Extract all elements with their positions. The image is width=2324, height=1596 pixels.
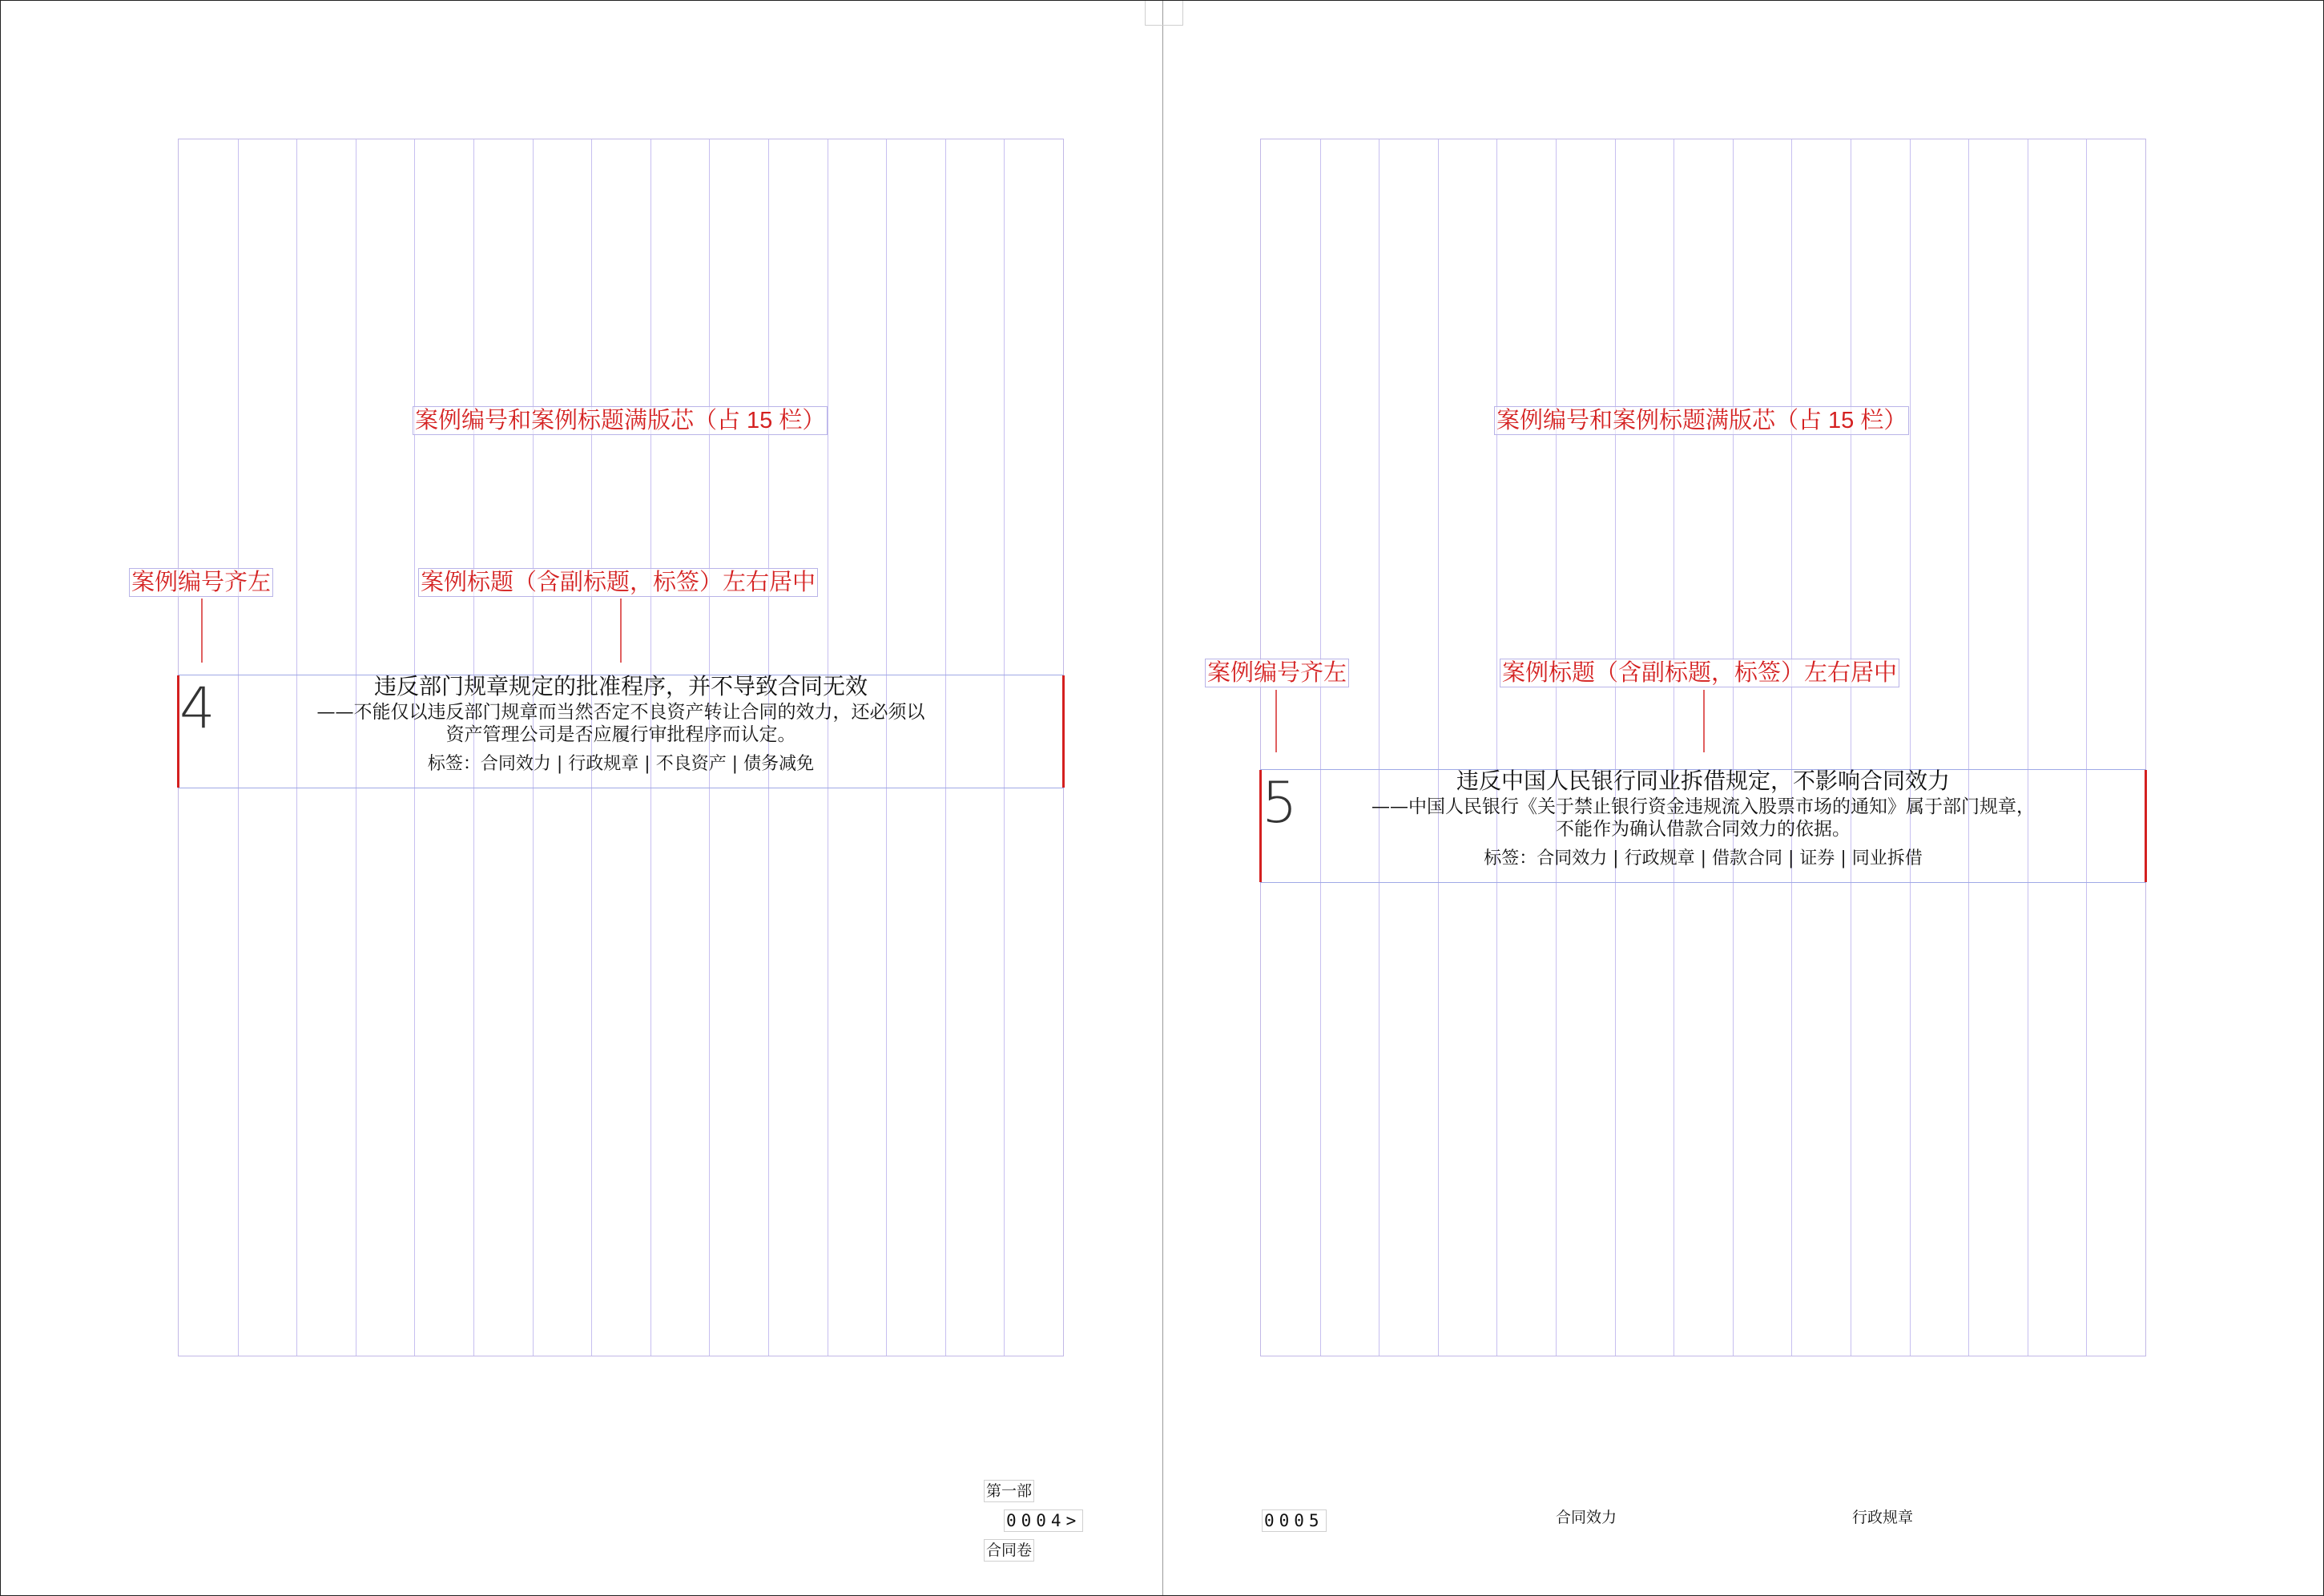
full-width-annotation: 案例编号和案例标题满版芯（占 15 栏） [1494, 406, 1909, 435]
title-align-annotation: 案例标题（含副标题，标签）左右居中 [1500, 659, 1899, 687]
case-title: 违反中国人民银行同业拆借规定，不影响合同效力 [1456, 768, 1950, 794]
case-subtitle-cont: 资产管理公司是否应履行审批程序而认定。 [445, 724, 796, 745]
grid-column-line [1910, 139, 1911, 1356]
case-tags: 标签：合同效力 | 行政规章 | 借款合同 | 证券 | 同业拆借 [1484, 848, 1923, 869]
part-label: 第一部 [984, 1480, 1034, 1502]
title-align-annotation: 案例标题（含副标题，标签）左右居中 [418, 568, 818, 597]
number-align-annotation: 案例编号齐左 [129, 568, 273, 597]
page-number: 0005 [1262, 1509, 1327, 1532]
grid-column-line [1791, 139, 1792, 1356]
full-width-annotation: 案例编号和案例标题满版芯（占 15 栏） [413, 406, 828, 435]
running-head-2: 行政规章 [1852, 1509, 1914, 1526]
case-subtitle: ——不能仅以违反部门规章而当然否定不良资产转让合同的效力，还必须以 [316, 702, 925, 723]
number-align-annotation: 案例编号齐左 [1205, 659, 1349, 687]
case-tags: 标签：合同效力 | 行政规章 | 不良资产 | 债务减免 [427, 754, 815, 774]
right-page [1163, 1, 2324, 1595]
leader-line [1275, 690, 1277, 752]
case-title-block [178, 675, 1064, 788]
case-number: 4 [179, 675, 215, 741]
grid-column-line [1968, 139, 1969, 1356]
grid-column-line [1615, 139, 1616, 1356]
leader-line [1703, 690, 1705, 752]
grid-column-line [1320, 139, 1321, 1356]
case-title: 违反部门规章规定的批准程序，并不导致合同无效 [373, 673, 868, 699]
left-page [1, 1, 1162, 1595]
grid-column-line [1496, 139, 1497, 1356]
leader-line [620, 598, 622, 663]
case-title-block [1260, 769, 2146, 883]
volume-label: 合同卷 [984, 1539, 1034, 1562]
case-subtitle-cont: 不能作为确认借款合同效力的依据。 [1556, 819, 1851, 840]
grid-column-line [2086, 139, 2087, 1356]
page-number: 0004> [1004, 1509, 1083, 1532]
case-subtitle: ——中国人民银行《关于禁止银行资金违规流入股票市场的通知》属于部门规章， [1371, 796, 2035, 817]
leader-line [201, 598, 203, 663]
grid-column-line [1733, 139, 1734, 1356]
running-head-1: 合同效力 [1556, 1509, 1617, 1526]
grid-column-line [1438, 139, 1439, 1356]
grid-column-line [1556, 139, 1557, 1356]
case-number: 5 [1262, 770, 1298, 836]
